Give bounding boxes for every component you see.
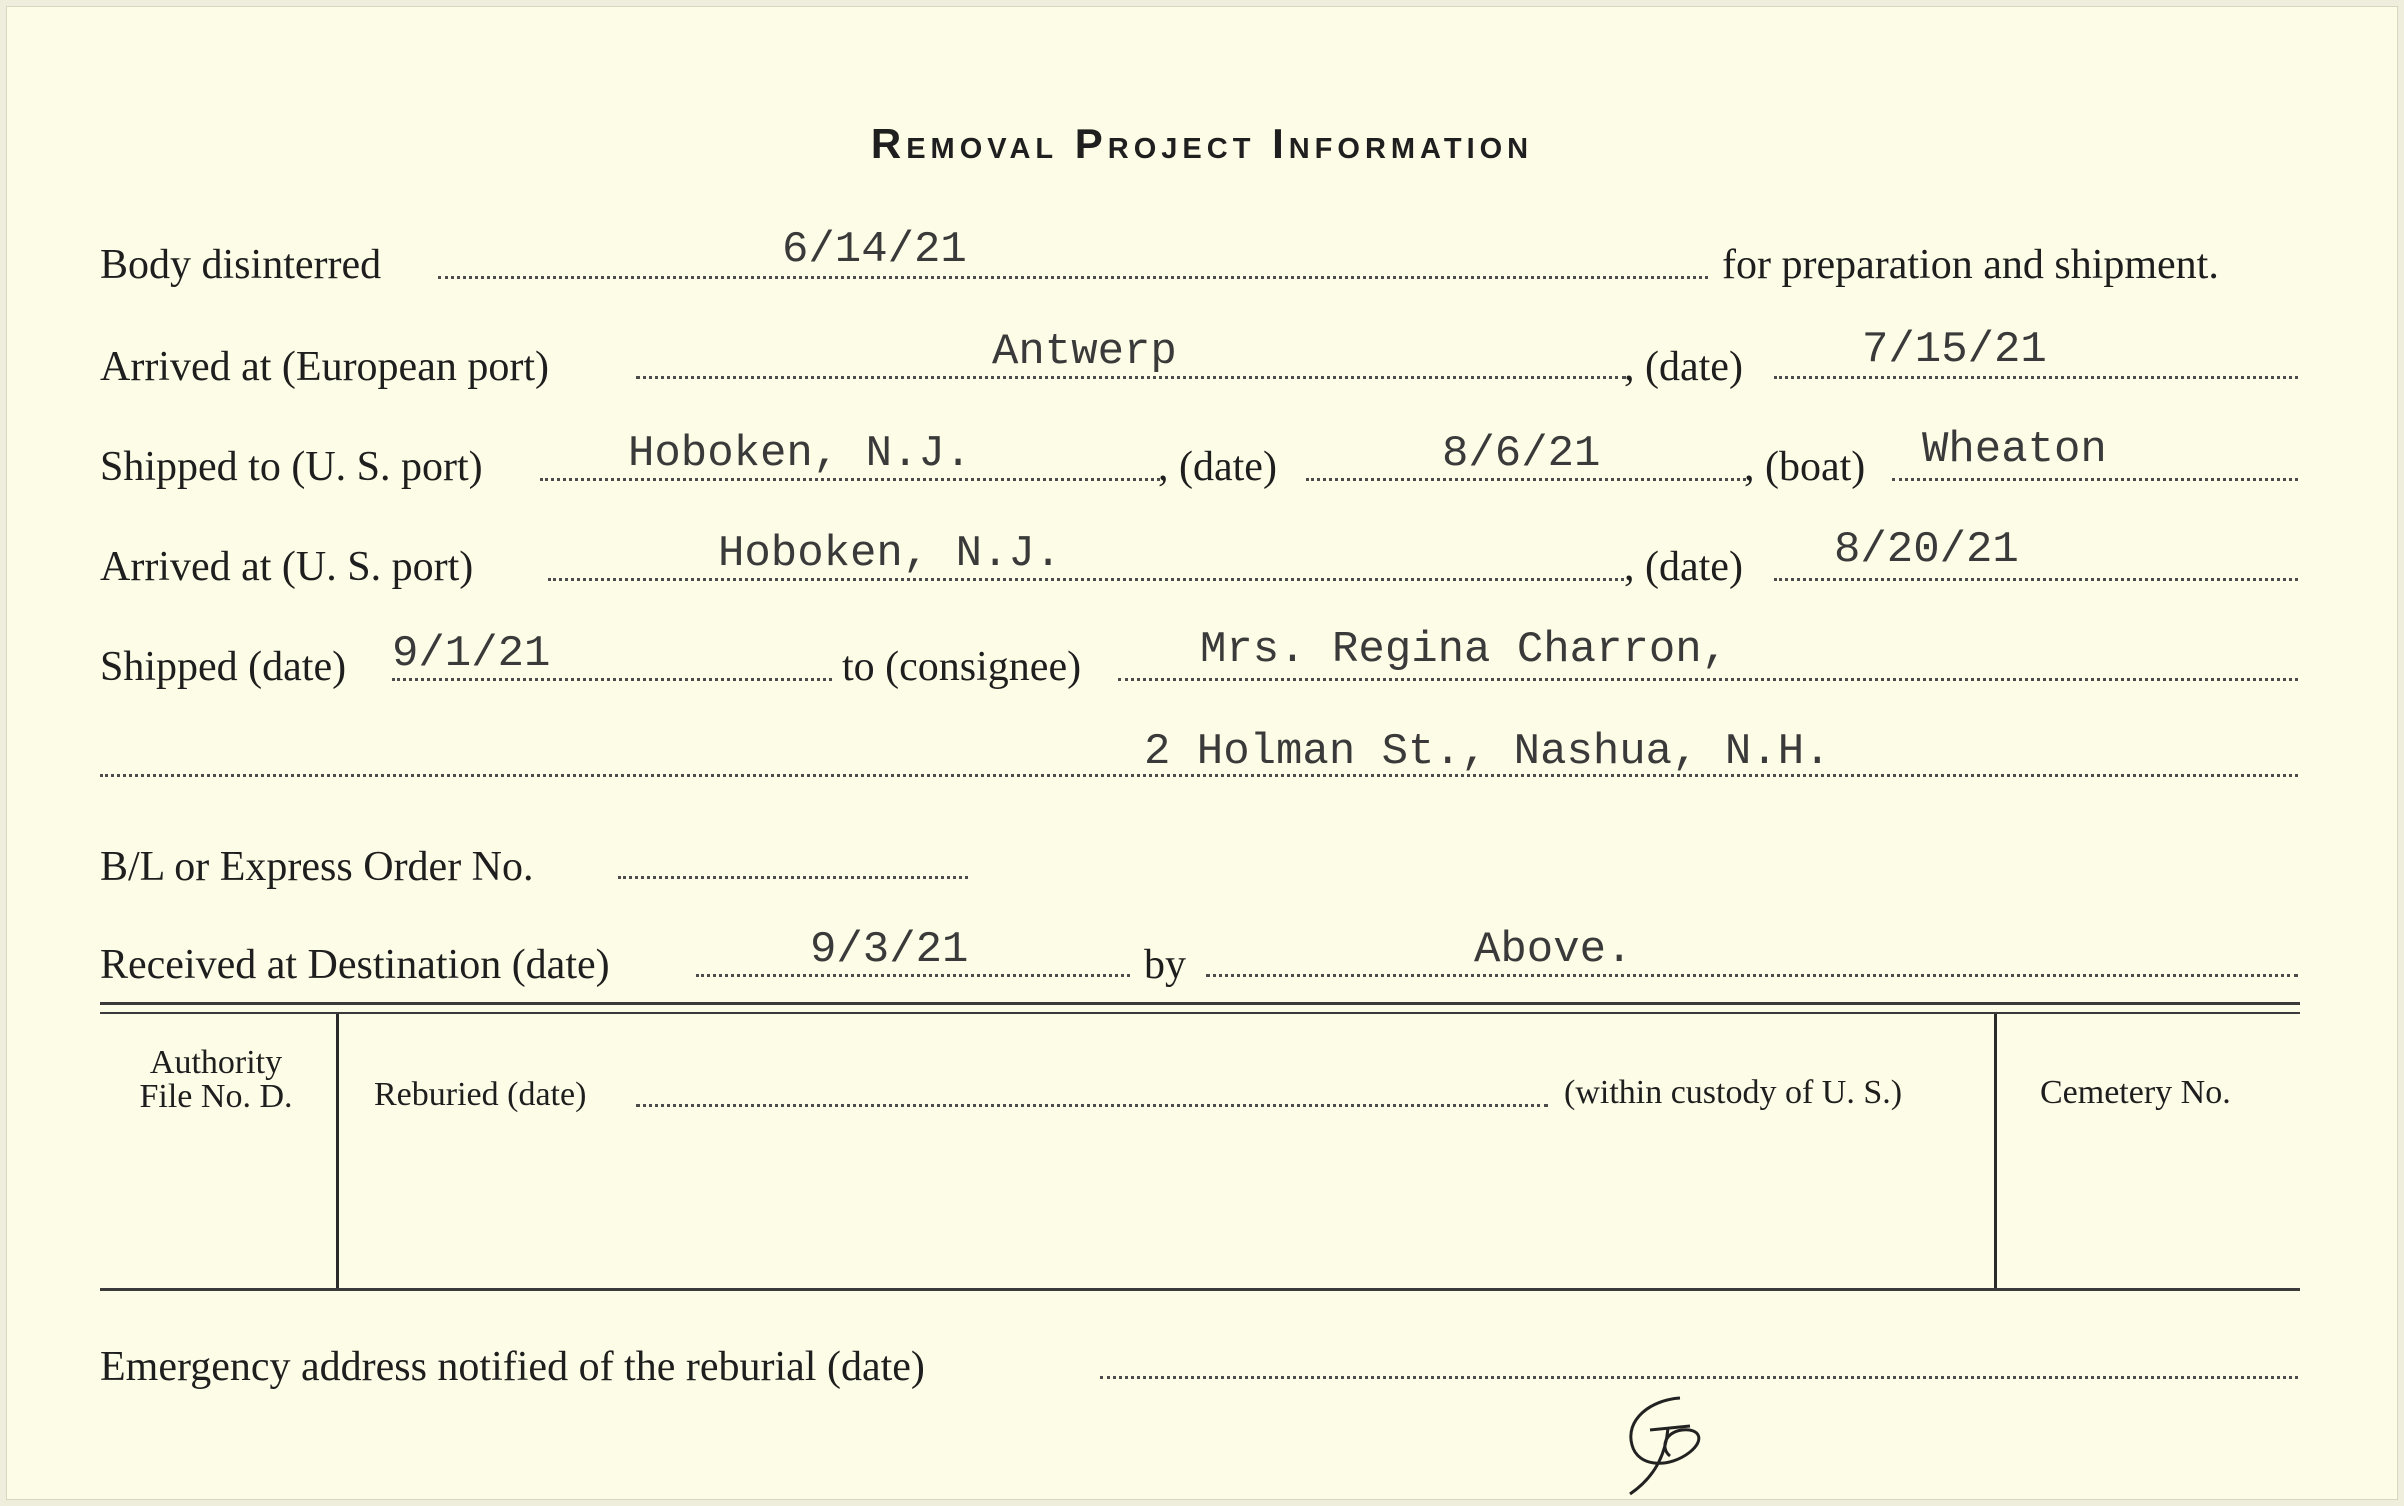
received-by-value: Above.	[1474, 925, 1633, 975]
shipped-date-label: Shipped (date)	[100, 644, 347, 690]
received-date-value: 9/3/21	[810, 925, 969, 975]
arrived-us-line	[548, 578, 1624, 581]
received-by-line	[1206, 974, 2298, 977]
bl-order-line	[618, 876, 968, 879]
emergency-line	[1100, 1376, 2298, 1379]
consignee-label: to (consignee)	[842, 644, 1082, 690]
arrived-us-date: 8/20/21	[1834, 525, 2019, 575]
shipped-to-us-boat-label: , (boat)	[1744, 444, 1866, 490]
shipped-to-us-label: Shipped to (U. S. port)	[100, 444, 483, 490]
reburied-line	[636, 1104, 1548, 1107]
body-disinterred-line	[438, 276, 1708, 279]
table-bottom-rule	[100, 1288, 2300, 1291]
arrived-european-date-label: , (date)	[1624, 344, 1743, 390]
body-disinterred-suffix: for preparation and shipment.	[1722, 242, 2219, 288]
arrived-european-value: Antwerp	[992, 327, 1177, 377]
arrived-european-label: Arrived at (European port)	[100, 344, 549, 390]
consignee-address: 2 Holman St., Nashua, N.H.	[1144, 727, 1831, 777]
cemetery-label: Cemetery No.	[2040, 1074, 2231, 1111]
card-title: Removal Project Information	[870, 120, 1534, 167]
arrived-european-date: 7/15/21	[1862, 325, 2047, 375]
reburied-label: Reburied (date)	[374, 1076, 587, 1113]
shipped-date-value: 9/1/21	[392, 629, 551, 679]
arrived-us-date-line	[1774, 578, 2298, 581]
shipped-to-us-boat: Wheaton	[1922, 425, 2107, 475]
file-no-label: File No. D.	[139, 1078, 293, 1115]
body-disinterred-value: 6/14/21	[782, 225, 967, 275]
table-divider-left	[336, 1014, 339, 1288]
received-by-label: by	[1144, 942, 1186, 988]
received-label: Received at Destination (date)	[100, 942, 610, 988]
shipped-to-us-boat-line	[1892, 478, 2298, 481]
body-disinterred-label: Body disinterred	[100, 242, 382, 288]
bl-order-label: B/L or Express Order No.	[100, 844, 534, 890]
emergency-label: Emergency address notified of the reburial (date)	[100, 1344, 925, 1390]
arrived-us-label: Arrived at (U. S. port)	[100, 544, 474, 590]
authority-label: Authority	[149, 1044, 283, 1081]
table-top-rule	[100, 1002, 2300, 1005]
table-divider-right	[1994, 1014, 1997, 1288]
arrived-european-date-line	[1774, 376, 2298, 379]
shipped-to-us-value: Hoboken, N.J.	[628, 429, 972, 479]
custody-label: (within custody of U. S.)	[1564, 1074, 1903, 1111]
shipped-to-us-date: 8/6/21	[1442, 429, 1601, 479]
arrived-us-date-label: , (date)	[1624, 544, 1743, 590]
consignee-line	[1118, 678, 2298, 681]
initial-mark	[1610, 1390, 1730, 1500]
table-top-rule-2	[100, 1012, 2300, 1014]
consignee-value: Mrs. Regina Charron,	[1200, 625, 1729, 675]
arrived-us-value: Hoboken, N.J.	[718, 529, 1062, 579]
shipped-to-us-date-label: , (date)	[1158, 444, 1277, 490]
